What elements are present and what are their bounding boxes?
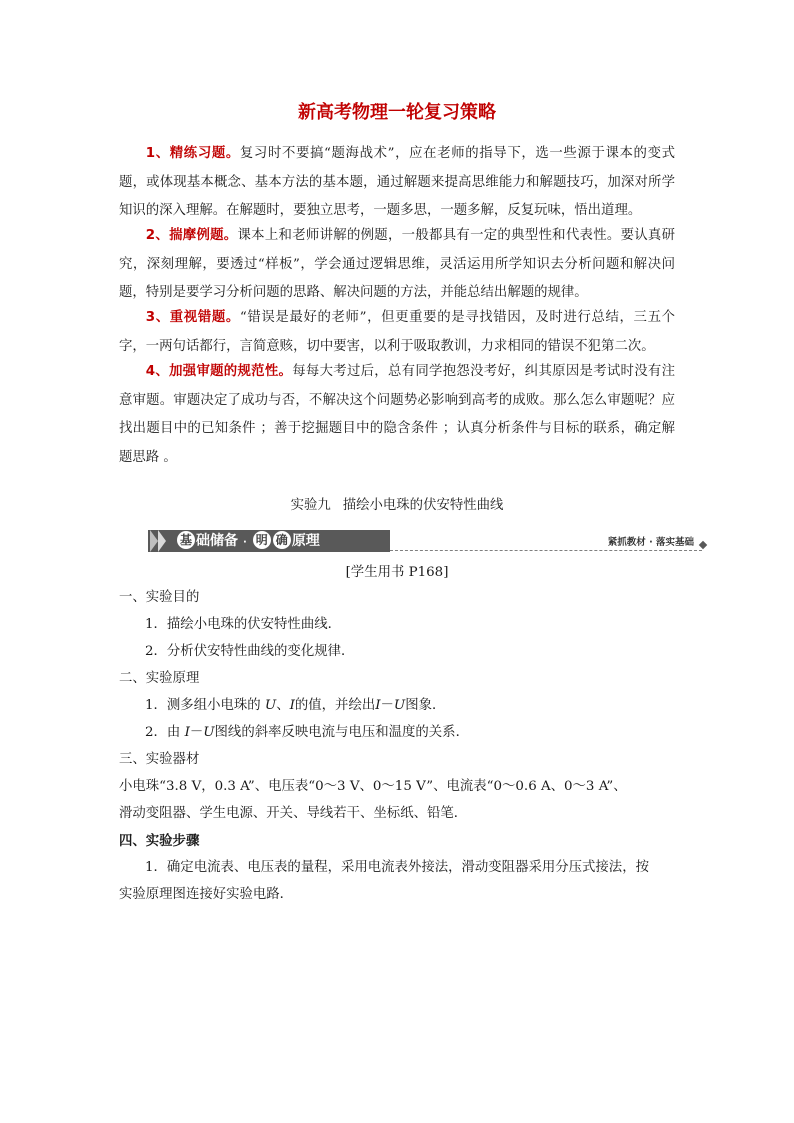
text-run: 、 (276, 698, 290, 713)
section-banner (148, 530, 708, 556)
text-run: － (189, 725, 204, 740)
banner-circle-char: 明 (253, 531, 271, 549)
strategy-paragraph-3 (119, 304, 675, 361)
strategy-text: 复习时不要搞“题海战术”，应在老师的指导下，选一些源于课本的变式题，或体现基本概念、基本方法的基本题，通过解题来提高思维能力和解题技巧，加深对所学知识的深入理解。在解题时，要独立思考，一题多思，一题多解，反复玩味，悟出道理。 (119, 146, 675, 218)
equipment-line-1: 小电珠“3.8 V，0.3 A”、电压表“0～3 V、0～15 V”、电流表“0～0.6 A、0～3 A”、 (119, 779, 627, 794)
symbol-u: U (203, 725, 215, 740)
principle-item-2 (145, 721, 705, 745)
strategy-heading: 3、重视错题。 (145, 310, 240, 325)
text-run: － (380, 698, 394, 713)
strategy-text: “错误是最好的老师”，但更重要的是寻找错因，及时进行总结，三五个字，一两句话都行，言简意赅，切中要害，以利于吸取教训，力求相同的错误不犯第二次。 (119, 310, 675, 354)
strategy-paragraph-2 (119, 222, 675, 308)
diamond-icon (699, 541, 707, 549)
text-run: 图象． (405, 698, 446, 713)
banner-circle-char: 确 (273, 531, 291, 549)
banner-subtitle: 紧抓教材 · 落实基础 (607, 537, 694, 548)
symbol-i: I (184, 725, 190, 740)
chevron-right-icon (150, 530, 158, 552)
text-run: 1．测多组小电珠的 (145, 698, 265, 713)
text-run: 图线的斜率反映电流与电压和温度的关系． (214, 725, 469, 740)
strategy-heading: 4、加强审题的规范性。 (145, 364, 293, 379)
page-title: 新高考物理一轮复习策略 (298, 102, 496, 123)
banner-divider (390, 550, 702, 551)
strategy-paragraph-1 (119, 140, 675, 226)
symbol-i: I (375, 698, 381, 713)
chevron-right-icon (158, 530, 166, 552)
banner-dot: · (243, 537, 247, 548)
strategy-paragraph-4 (119, 358, 675, 472)
symbol-i: I (289, 698, 295, 713)
banner-text: 础储备 (196, 533, 238, 549)
purpose-item-2: 2．分析伏安特性曲线的变化规律． (145, 644, 355, 659)
section-heading-steps: 四、实验步骤 (119, 833, 200, 849)
experiment-name: 描绘小电珠的伏安特性曲线 (342, 498, 504, 513)
equipment-line-2: 滑动变阻器、学生电源、开关、导线若干、坐标纸、铅笔． (119, 806, 468, 821)
experiment-title (0, 494, 794, 518)
symbol-u: U (393, 698, 406, 713)
section-heading-purpose: 一、实验目的 (119, 590, 200, 605)
strategy-text: 每每大考过后，总有同学抱怨没考好，纠其原因是考试时没有注意审题。审题决定了成功与否，不解决这个问题势必影响到高考的成败。那么怎么审题呢？应找出题目中的已知条件 ；善于挖掘题目中的隐含条件 ；认真分析条件与目标的联系，确定解题思路 。 (119, 364, 675, 465)
strategy-heading: 2、揣摩例题。 (145, 228, 238, 243)
banner-circle-char: 基 (177, 531, 195, 549)
strategy-text: 课本上和老师讲解的例题，一般都具有一定的典型性和代表性。要认真研究，深刻理解，要透过“样板”，学会通过逻辑思维，灵活运用所学知识去分析问题和解决问题，特别是要学习分析问题的思路、解决问题的方法，并能总结出解题的规律。 (119, 228, 675, 300)
strategy-heading: 1、精练习题。 (145, 146, 240, 161)
principle-item-1 (145, 694, 705, 718)
banner-title (176, 530, 320, 552)
book-reference: [学生用书 P168] (345, 565, 449, 580)
section-heading-equipment: 三、实验器材 (119, 752, 200, 767)
experiment-number: 实验九 (290, 498, 331, 513)
text-run: 2．由 (145, 725, 185, 740)
purpose-item-1: 1．描绘小电珠的伏安特性曲线． (145, 617, 341, 632)
symbol-u: U (264, 698, 277, 713)
steps-line-2: 实验原理图连接好实验电路． (119, 887, 294, 902)
banner-text: 原理 (291, 533, 320, 549)
section-heading-principle: 二、实验原理 (119, 671, 200, 686)
steps-line-1: 1．确定电流表、电压表的量程，采用电流表外接法，滑动变阻器采用分压式接法，按 (145, 860, 649, 875)
text-run: 的值，并绘出 (294, 698, 376, 713)
